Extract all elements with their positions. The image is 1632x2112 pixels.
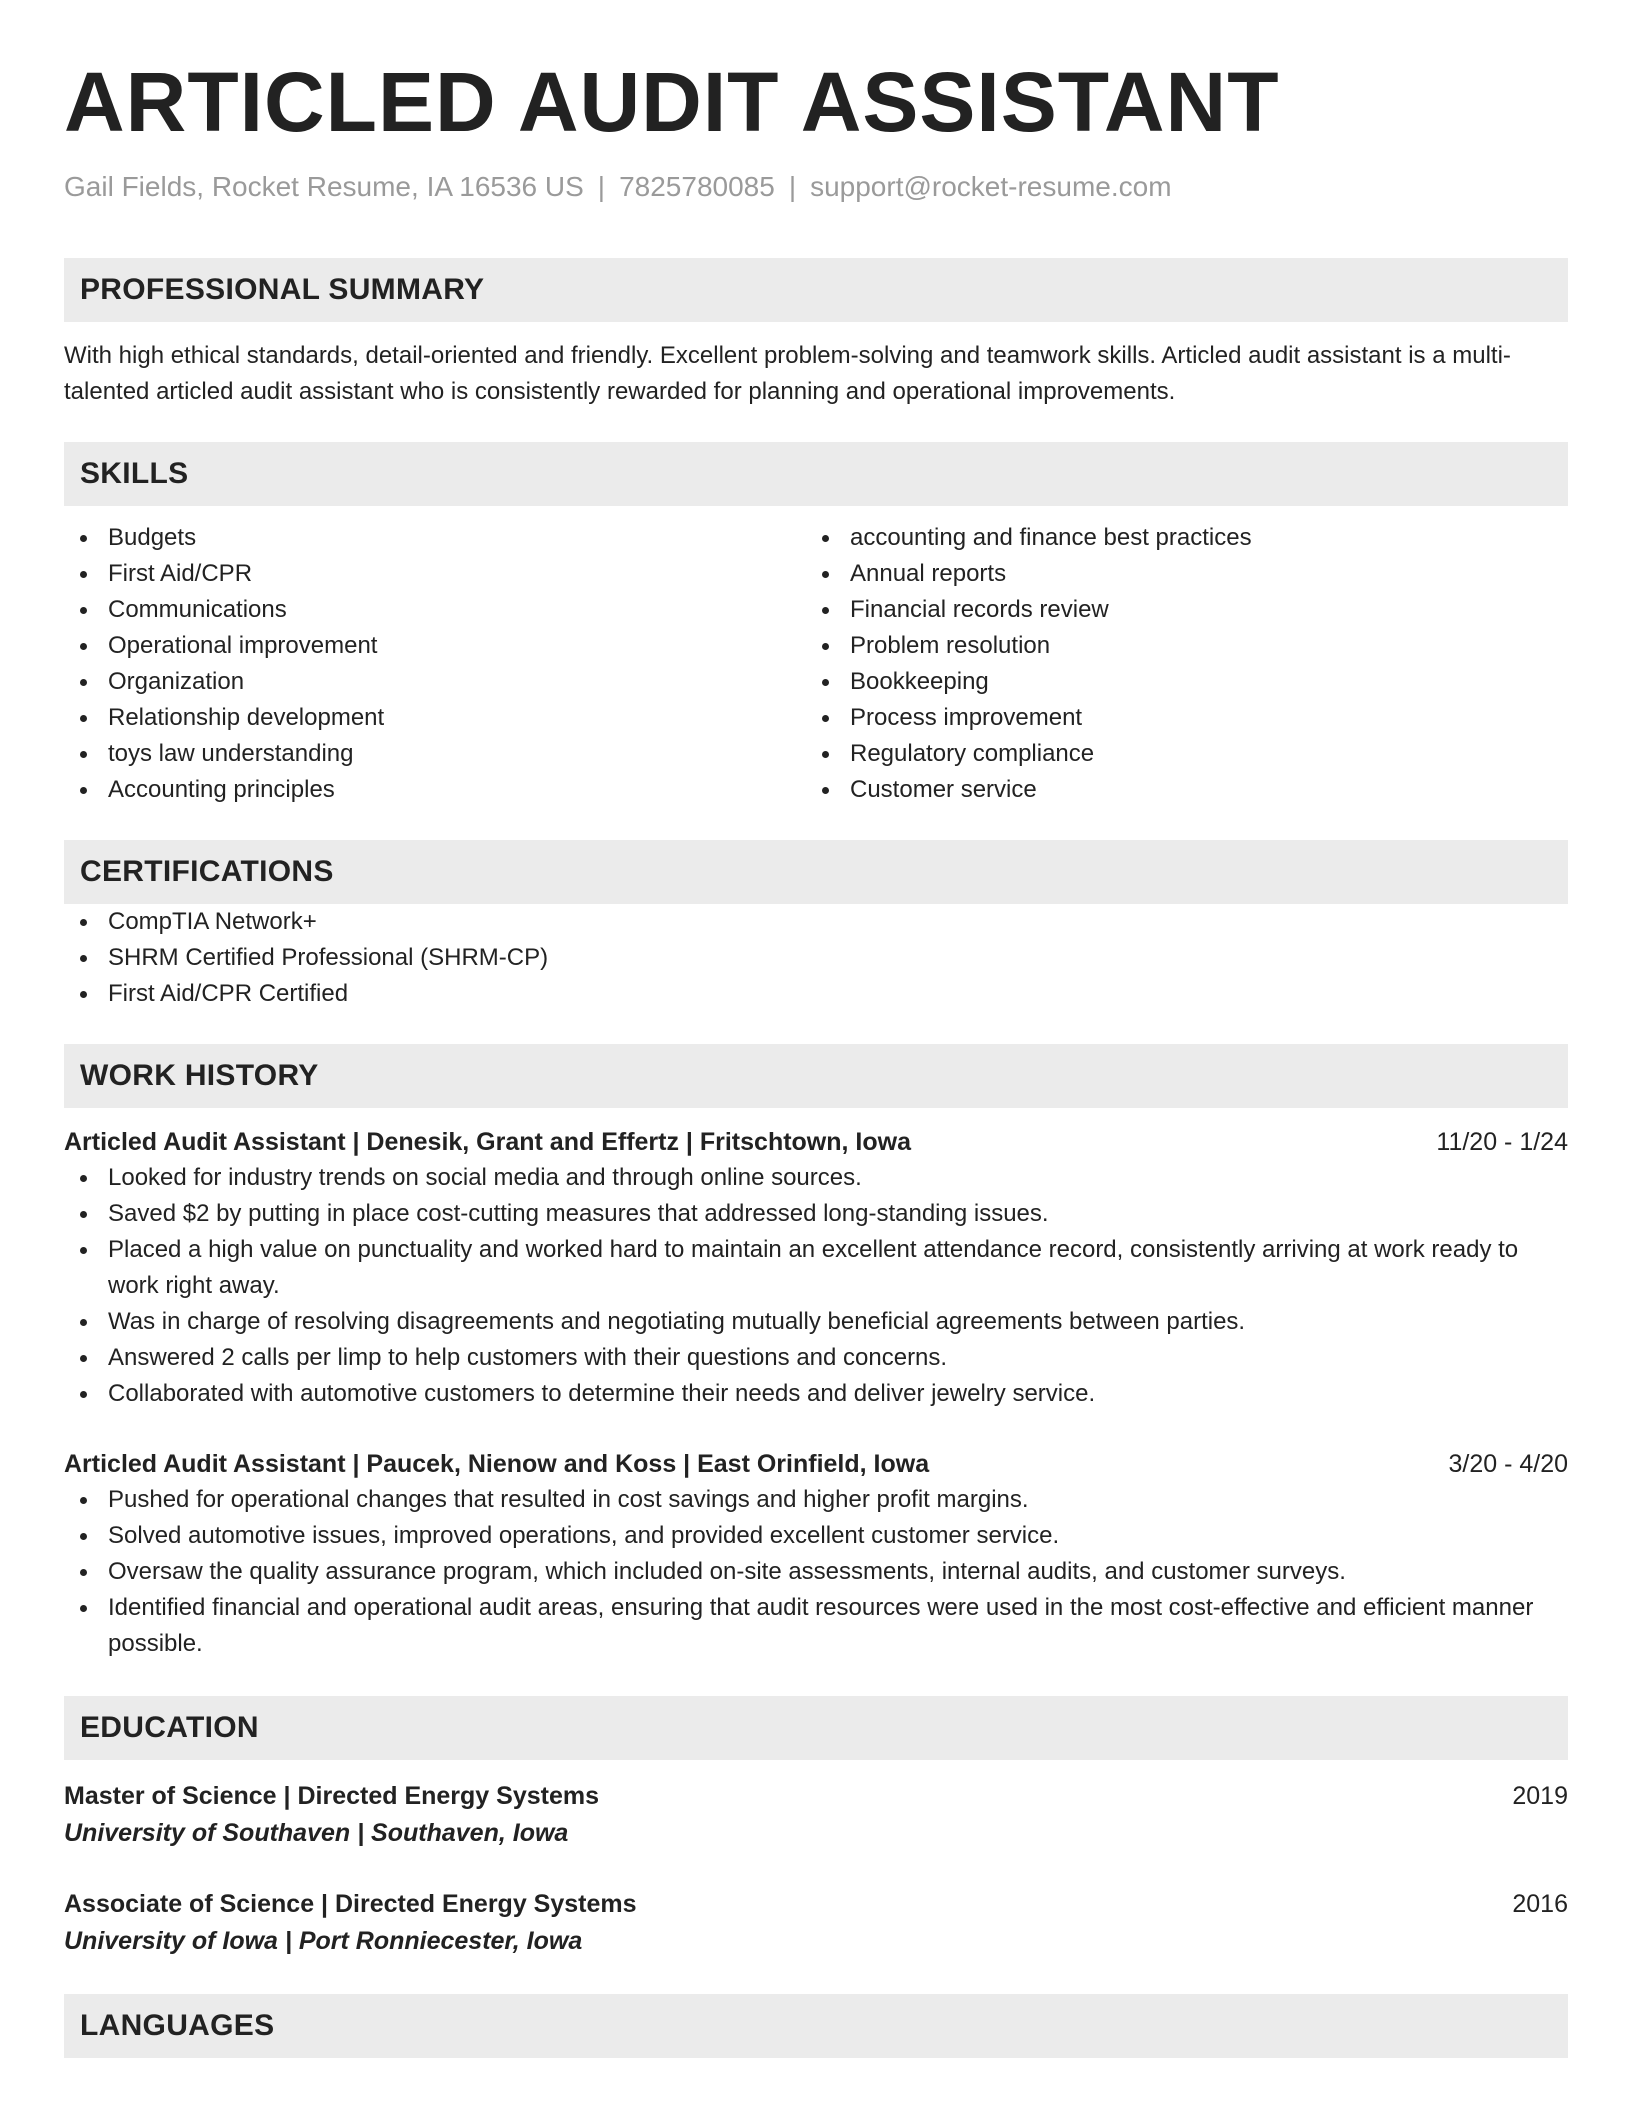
job-bullet-list	[64, 1482, 1568, 1662]
skill-item: Communications	[64, 592, 806, 628]
contact-separator: |	[597, 171, 606, 202]
work-history-section	[64, 1044, 1568, 1662]
summary-text: With high ethical standards, detail-oriented and friendly. Excellent problem-solving and teamwork skills. Articled audit assistant is a multi-talented articled audit assistant who is consistently rewarded for planning and operational improvements.	[64, 342, 1511, 405]
skill-item: toys law understanding	[64, 736, 806, 772]
job-title: Articled Audit Assistant | Paucek, Nienow and Koss | East Orinfield, Iowa	[64, 1450, 930, 1478]
skill-item: accounting and finance best practices	[806, 520, 1548, 556]
education-heading: EDUCATION	[64, 1696, 1568, 1760]
skills-heading: SKILLS	[64, 442, 1568, 506]
education-header	[64, 1778, 1568, 1814]
languages-section	[64, 1994, 1568, 2058]
job-bullet-list	[64, 1160, 1568, 1412]
certification-item: SHRM Certified Professional (SHRM-CP)	[64, 940, 1568, 976]
skill-item: Organization	[64, 664, 806, 700]
job-dates: 11/20 - 1/24	[1436, 1128, 1568, 1156]
certifications-section	[64, 840, 1568, 1012]
job-entry	[64, 1124, 1568, 1412]
education-degree: Master of Science | Directed Energy Systems	[64, 1782, 599, 1810]
skills-column-right	[806, 520, 1548, 808]
job-bullet: Pushed for operational changes that resulted in cost savings and higher profit margins.	[64, 1482, 1568, 1518]
job-bullet: Answered 2 calls per limp to help customers with their questions and concerns.	[64, 1340, 1568, 1376]
education-entry	[64, 1886, 1568, 1960]
contact-line	[64, 170, 1568, 204]
page-title: ARTICLED AUDIT ASSISTANT	[64, 55, 1280, 149]
certifications-list	[64, 904, 1568, 1012]
contact-phone: 7825780085	[619, 171, 775, 202]
job-header	[64, 1446, 1568, 1482]
work-history-heading: WORK HISTORY	[64, 1044, 1568, 1108]
certification-item: CompTIA Network+	[64, 904, 1568, 940]
certification-item: First Aid/CPR Certified	[64, 976, 1568, 1012]
certifications-heading: CERTIFICATIONS	[64, 840, 1568, 904]
education-school: University of Southaven | Southaven, Iowa	[64, 1819, 569, 1847]
summary-heading: PROFESSIONAL SUMMARY	[64, 258, 1568, 322]
education-year: 2019	[1512, 1782, 1568, 1810]
skill-item: Relationship development	[64, 700, 806, 736]
skill-item: Process improvement	[806, 700, 1548, 736]
job-bullet: Was in charge of resolving disagreements and negotiating mutually beneficial agreements between parties.	[64, 1304, 1568, 1340]
job-bullet: Solved automotive issues, improved operations, and provided excellent customer service.	[64, 1518, 1568, 1554]
education-header	[64, 1886, 1568, 1922]
job-header	[64, 1124, 1568, 1160]
job-bullet: Saved $2 by putting in place cost-cutting measures that addressed long-standing issues.	[64, 1196, 1568, 1232]
skill-item: Regulatory compliance	[806, 736, 1548, 772]
job-dates: 3/20 - 4/20	[1448, 1450, 1568, 1478]
skills-grid	[64, 520, 1568, 808]
skill-item: Budgets	[64, 520, 806, 556]
education-entry	[64, 1778, 1568, 1852]
summary-section	[64, 258, 1568, 410]
education-section	[64, 1696, 1568, 1960]
skill-item: Bookkeeping	[806, 664, 1548, 700]
skill-item: Financial records review	[806, 592, 1548, 628]
education-degree: Associate of Science | Directed Energy Systems	[64, 1890, 637, 1918]
job-bullet: Collaborated with automotive customers to determine their needs and deliver jewelry service.	[64, 1376, 1568, 1412]
skill-item: Annual reports	[806, 556, 1548, 592]
education-school: University of Iowa | Port Ronniecester, Iowa	[64, 1927, 583, 1955]
job-bullet: Looked for industry trends on social media and through online sources.	[64, 1160, 1568, 1196]
skill-item: Problem resolution	[806, 628, 1548, 664]
skills-section	[64, 442, 1568, 808]
skill-item: Accounting principles	[64, 772, 806, 808]
education-year: 2016	[1512, 1890, 1568, 1918]
skill-item: First Aid/CPR	[64, 556, 806, 592]
job-bullet: Oversaw the quality assurance program, which included on-site assessments, internal audits, and customer surveys.	[64, 1554, 1568, 1590]
contact-address: Gail Fields, Rocket Resume, IA 16536 US	[64, 171, 584, 202]
job-entry	[64, 1446, 1568, 1662]
skill-item: Customer service	[806, 772, 1548, 808]
contact-email[interactable]: support@rocket-resume.com	[810, 171, 1172, 202]
job-bullet: Placed a high value on punctuality and worked hard to maintain an excellent attendance record, consistently arriving at work ready to work right away.	[64, 1232, 1568, 1304]
job-title: Articled Audit Assistant | Denesik, Grant and Effertz | Fritschtown, Iowa	[64, 1128, 911, 1156]
languages-heading: LANGUAGES	[64, 1994, 1568, 2058]
job-bullet: Identified financial and operational audit areas, ensuring that audit resources were used in the most cost-effective and efficient manner possible.	[64, 1590, 1568, 1662]
skill-item: Operational improvement	[64, 628, 806, 664]
contact-separator: |	[788, 171, 797, 202]
skills-column-left	[64, 520, 806, 808]
